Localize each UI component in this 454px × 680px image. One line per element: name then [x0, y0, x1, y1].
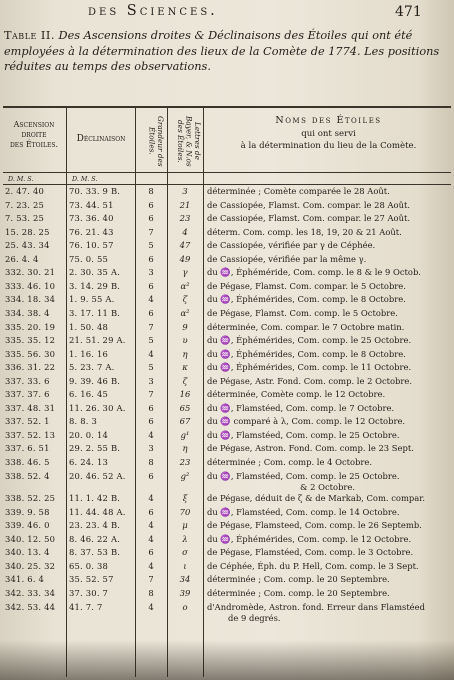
star-name-cell: d'Andromède, Astron. fond. Erreur dans Flamstéed [207, 601, 425, 612]
right-ascension-cell: 341. 6. 4 [5, 574, 45, 585]
units-ascension: D. M. S. [8, 176, 34, 183]
star-name-cell: de Pégase, déduit de ζ & de Markab, Com. compar. [207, 493, 425, 504]
declination-cell: 65. 0. 38 [69, 560, 109, 571]
star-name-cell: du ♒, Flamstéed, Com. comp. le 14 Octobre. [207, 506, 400, 517]
right-ascension-cell: 340. 12. 50 [5, 533, 56, 544]
magnitude-cell: 6 [148, 307, 154, 318]
right-ascension-cell: 334. 18. 34 [5, 294, 56, 305]
table-row [0, 186, 454, 197]
bayer-letter-cell: 65 [179, 402, 191, 413]
magnitude-cell: 7 [148, 321, 154, 332]
bayer-letter-cell: η [182, 348, 188, 359]
header-lettres: Lettres de Bayer, & N.os des Étoiles. [176, 115, 202, 167]
table-row [0, 443, 454, 454]
header-noms-sub2: à la détermination du lieu de la Comète. [240, 141, 417, 151]
declination-cell: 9. 39. 46 B. [69, 375, 121, 386]
table-row [0, 294, 454, 305]
magnitude-cell: 3 [148, 375, 154, 386]
star-name-cell: du ♒, Éphémérides, Com. comp. le 11 Octobre. [207, 362, 412, 373]
declination-cell: 37. 30. 7 [69, 587, 109, 598]
declination-cell: 20. 46. 52 A. [69, 470, 126, 481]
right-ascension-cell: 7. 23. 25 [5, 199, 45, 210]
table-label: Table II. [4, 29, 55, 42]
bayer-letter-cell: 21 [179, 199, 191, 210]
magnitude-cell: 8 [148, 587, 154, 598]
right-ascension-cell: 332. 30. 21 [5, 267, 56, 278]
declination-cell: 29. 2. 55 B. [69, 443, 121, 454]
bayer-letter-cell: 49 [179, 253, 191, 264]
star-name-cell: du ♒ comparé à λ, Com. comp. le 12 Octobre. [207, 416, 406, 427]
bayer-letter-cell: 70 [179, 506, 191, 517]
declination-cell: 23. 23. 4 B. [69, 520, 121, 531]
table-caption-text: Des Ascensions droites & Déclinaisons des Étoiles qui ont été employées à la détermination des lieux de la Comète de 1774. Les positions réduites au temps des observations. [4, 29, 440, 74]
star-name-cell: de Cassiopée, Flamst. Com. compar. le 27 Août. [207, 213, 410, 224]
table-row [0, 574, 454, 585]
bayer-letter-cell: υ [182, 335, 188, 346]
star-name-cell: déterminée ; Com. comp. le 20 Septembre. [207, 587, 390, 598]
header-noms: Noms des Étoiles [275, 115, 382, 126]
right-ascension-cell: 338. 52. 25 [5, 493, 56, 504]
right-ascension-cell: 337. 48. 31 [5, 402, 56, 413]
table-row [0, 322, 454, 333]
right-ascension-cell: 7. 53. 25 [5, 213, 45, 224]
declination-cell: 70. 33. 9 B. [69, 186, 121, 196]
table-row [0, 416, 454, 427]
bayer-letter-cell: 3 [182, 186, 188, 196]
magnitude-cell: 6 [148, 213, 154, 224]
bayer-letter-cell: 67 [179, 416, 191, 427]
declination-cell: 76. 21. 43 [69, 226, 114, 237]
magnitude-cell: 7 [148, 574, 154, 585]
declination-cell: 8. 46. 22 A. [69, 533, 121, 544]
table-row [0, 362, 454, 373]
header-grandeur: Grandeur des Étoiles. [147, 115, 165, 167]
bayer-letter-cell: μ [182, 520, 188, 531]
declination-cell: 1. 16. 16 [69, 348, 109, 359]
bayer-letter-cell: α² [180, 280, 190, 291]
magnitude-cell: 6 [148, 416, 154, 427]
magnitude-cell: 8 [148, 186, 154, 196]
magnitude-cell: 4 [148, 533, 154, 544]
table-row [0, 471, 454, 482]
magnitude-cell: 7 [148, 226, 154, 237]
star-name-cell: de Pégase, Flamsteed, Com. comp. le 26 Septemb. [207, 520, 422, 531]
star-name-cell: de Pégase, Flamst. Com. compar. le 5 Octobre. [207, 280, 406, 291]
declination-cell: 3. 17. 11 B. [69, 307, 121, 318]
declination-cell: 8. 37. 53 B. [69, 547, 121, 558]
magnitude-cell: 4 [148, 429, 154, 440]
magnitude-cell: 4 [148, 560, 154, 571]
magnitude-cell: 4 [148, 294, 154, 305]
star-name-cell: du ♒, Éphéméride, Com. comp. le 8 & le 9 Octob. [207, 267, 421, 278]
table-row [0, 200, 454, 211]
right-ascension-cell: 333. 46. 10 [5, 280, 56, 291]
star-name-cell: de Cassiopée, Flamst. Com. compar. le 28 Août. [207, 199, 410, 210]
continuation-line: & 2 Octobre. [300, 482, 356, 493]
bayer-letter-cell: 16 [179, 389, 191, 400]
right-ascension-cell: 336. 31. 22 [5, 362, 56, 373]
right-ascension-cell: 338. 52. 4 [5, 470, 50, 481]
star-name-cell: de Pégase, Astron. Fond. Com. comp. le 23 Sept. [207, 443, 414, 454]
star-name-cell: du ♒, Éphémérides, Com. comp. le 12 Octobre. [207, 533, 412, 544]
table-row [0, 493, 454, 504]
table-row [0, 430, 454, 441]
magnitude-cell: 6 [148, 470, 154, 481]
star-name-cell: de Pégase, Flamstéed, Com. comp. le 3 Octobre. [207, 547, 414, 558]
star-name-cell: déterminée, Com. compar. le 7 Octobre matin. [207, 321, 405, 332]
magnitude-cell: 6 [148, 280, 154, 291]
table-row [0, 547, 454, 558]
declination-cell: 2. 30. 35 A. [69, 267, 121, 278]
star-name-cell: de Cassiopée, vérifiée par γ de Céphée. [207, 240, 376, 251]
declination-cell: 11. 26. 30 A. [69, 402, 126, 413]
right-ascension-cell: 26. 4. 4 [5, 253, 39, 264]
magnitude-cell: 7 [148, 389, 154, 400]
declination-cell: 8. 8. 3 [69, 416, 98, 427]
magnitude-cell: 5 [148, 240, 154, 251]
page-number: 471 [395, 4, 422, 20]
bayer-letter-cell: α² [180, 307, 190, 318]
magnitude-cell: 4 [148, 520, 154, 531]
declination-cell: 11. 1. 42 B. [69, 493, 121, 504]
bayer-letter-cell: γ [182, 267, 188, 278]
declination-cell: 73. 36. 40 [69, 213, 114, 224]
right-ascension-cell: 340. 13. 4 [5, 547, 50, 558]
header-rule [3, 172, 451, 173]
right-ascension-cell: 337. 33. 6 [5, 375, 50, 386]
bayer-letter-cell: 39 [179, 587, 191, 598]
star-name-cell: déterminée ; Com. comp. le 20 Septembre. [207, 574, 390, 585]
table-row [0, 507, 454, 518]
declination-cell: 11. 44. 48 A. [69, 506, 126, 517]
table-caption [4, 28, 450, 75]
star-name-cell: de Cassiopée, vérifiée par la même γ. [207, 253, 367, 264]
table-row [0, 267, 454, 278]
declination-cell: 6. 24. 13 [69, 457, 109, 467]
declination-cell: 73. 44. 51 [69, 199, 114, 210]
magnitude-cell: 5 [148, 335, 154, 346]
right-ascension-cell: 340. 25. 32 [5, 560, 56, 571]
right-ascension-cell: 335. 56. 30 [5, 348, 56, 359]
declination-cell: 6. 16. 45 [69, 389, 109, 400]
star-name-cell: de Pégase, Astr. Fond. Com. comp. le 2 Octobre. [207, 375, 413, 386]
header-noms-sub1: qui ont servi [301, 129, 356, 139]
magnitude-cell: 3 [148, 267, 154, 278]
declination-cell: 5. 23. 7 A. [69, 362, 115, 373]
star-name-cell: du ♒, Éphémérides, Com. comp. le 25 Octobre. [207, 335, 412, 346]
bayer-letter-cell: 23 [179, 457, 191, 467]
declination-cell: 75. 0. 55 [69, 253, 109, 264]
declination-cell: 41. 7. 7 [69, 601, 103, 612]
star-name-cell: du ♒, Éphémérides, Com. comp. le 8 Octobre. [207, 294, 406, 305]
star-name-cell: du ♒, Éphémérides, Com. comp. le 8 Octobre. [207, 348, 406, 359]
magnitude-cell: 6 [148, 506, 154, 517]
table-row [0, 227, 454, 238]
table-row [0, 281, 454, 292]
right-ascension-cell: 335. 35. 12 [5, 335, 56, 346]
header-declinaison: Déclinaison [76, 134, 126, 144]
table-row [0, 240, 454, 251]
bayer-letter-cell: g¹ [180, 429, 190, 440]
bayer-letter-cell: g² [180, 470, 190, 481]
table-row [0, 588, 454, 599]
bayer-letter-cell: o [182, 601, 188, 612]
star-name-cell: déterminée ; Com. comp. le 4 Octobre. [207, 457, 373, 467]
declination-cell: 35. 52. 57 [69, 574, 114, 585]
right-ascension-cell: 337. 37. 6 [5, 389, 50, 400]
table-row [0, 308, 454, 319]
table-row [0, 602, 454, 613]
page-shadow [0, 640, 454, 680]
bayer-letter-cell: 4 [182, 226, 188, 237]
bayer-letter-cell: σ [182, 547, 188, 558]
table-row [0, 520, 454, 531]
star-name-cell: de Céphée, Éph. du P. Hell, Com. comp. le 3 Sept. [207, 560, 419, 571]
magnitude-cell: 6 [148, 402, 154, 413]
magnitude-cell: 4 [148, 601, 154, 612]
table-row [0, 254, 454, 265]
bayer-letter-cell: ξ [182, 493, 188, 504]
star-name-cell: déterminée, Comète comp. le 12 Octobre. [207, 389, 386, 400]
running-head-title: des Sciences. [88, 3, 218, 19]
declination-cell: 76. 10. 57 [69, 240, 114, 251]
table-row [0, 335, 454, 346]
bayer-letter-cell: η [182, 443, 188, 454]
table-row [0, 389, 454, 400]
right-ascension-cell: 334. 38. 4 [5, 307, 50, 318]
magnitude-cell: 6 [148, 199, 154, 210]
magnitude-cell: 8 [148, 457, 154, 467]
continuation-line: de 9 degrés. [228, 613, 281, 624]
table-row [0, 213, 454, 224]
declination-cell: 1. 9. 55 A. [69, 294, 115, 305]
bayer-letter-cell: ι [183, 560, 187, 571]
right-ascension-cell: 339. 46. 0 [5, 520, 50, 531]
units-declinaison: D. M. S. [72, 176, 98, 183]
right-ascension-cell: 2. 47. 40 [5, 186, 45, 196]
table-row [0, 403, 454, 414]
header-ascension: Ascension droite des Étoiles. [10, 120, 58, 149]
magnitude-cell: 5 [148, 362, 154, 373]
right-ascension-cell: 15. 28. 25 [5, 226, 50, 237]
star-name-cell: du ♒, Flamstéed, Com. comp. le 7 Octobre. [207, 402, 395, 413]
bayer-letter-cell: ζ [182, 375, 188, 386]
right-ascension-cell: 337. 52. 1 [5, 416, 50, 427]
bayer-letter-cell: λ [182, 533, 188, 544]
right-ascension-cell: 342. 53. 44 [5, 601, 56, 612]
magnitude-cell: 4 [148, 348, 154, 359]
right-ascension-cell: 339. 9. 58 [5, 506, 50, 517]
star-name-cell: de Pégase, Flamst. Com. comp. le 5 Octobre. [207, 307, 398, 318]
table-row [0, 534, 454, 545]
magnitude-cell: 6 [148, 253, 154, 264]
right-ascension-cell: 337. 52. 13 [5, 429, 56, 440]
bayer-letter-cell: 47 [179, 240, 191, 251]
right-ascension-cell: 338. 46. 5 [5, 457, 50, 467]
right-ascension-cell: 335. 20. 19 [5, 321, 56, 332]
magnitude-cell: 4 [148, 493, 154, 504]
table-row [0, 561, 454, 572]
magnitude-cell: 6 [148, 547, 154, 558]
table-top-rule [3, 106, 451, 108]
table-row [0, 457, 454, 468]
magnitude-cell: 3 [148, 443, 154, 454]
bayer-letter-cell: 34 [179, 574, 191, 585]
declination-cell: 1. 50. 48 [69, 321, 109, 332]
bayer-letter-cell: κ [182, 362, 188, 373]
declination-cell: 20. 0. 14 [69, 429, 109, 440]
bayer-letter-cell: 23 [179, 213, 191, 224]
units-rule [3, 184, 451, 185]
table-row [0, 349, 454, 360]
right-ascension-cell: 342. 33. 34 [5, 587, 56, 598]
star-name-cell: du ♒, Flamstéed, Com. comp. le 25 Octobre. [207, 429, 400, 440]
star-name-cell: déterminée ; Comète comparée le 28 Août. [207, 186, 390, 196]
declination-cell: 3. 14. 29 B. [69, 280, 121, 291]
declination-cell: 21. 51. 29 A. [69, 335, 126, 346]
star-name-cell: du ♒, Flamstéed, Com. comp. le 25 Octobre. [207, 470, 400, 481]
bayer-letter-cell: 9 [182, 321, 188, 332]
bayer-letter-cell: ζ [182, 294, 188, 305]
right-ascension-cell: 337. 6. 51 [5, 443, 50, 454]
right-ascension-cell: 25. 43. 34 [5, 240, 50, 251]
star-name-cell: déterm. Com. comp. les 18, 19, 20 & 21 Août. [207, 226, 402, 237]
table-row [0, 376, 454, 387]
